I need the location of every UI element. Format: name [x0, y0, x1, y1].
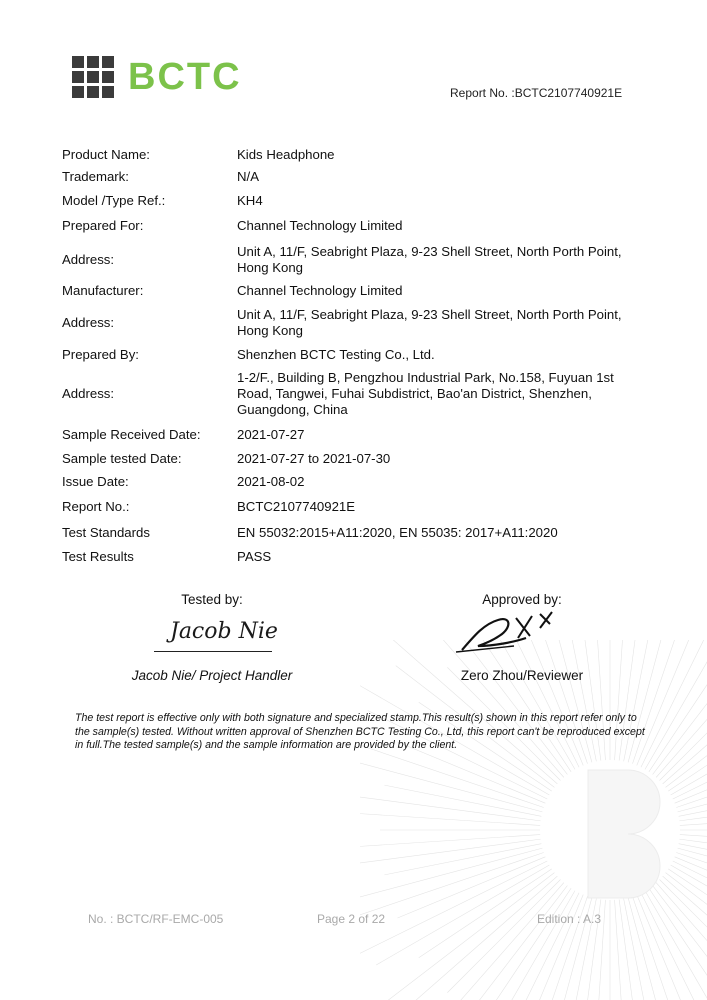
info-value: N/A [237, 169, 259, 184]
info-value: 1-2/F., Building B, Pengzhou Industrial Park, No.158, Fuyuan 1st Road, Tangwei, Fuhai Subdistrict, Bao'an District, Shenzhen, Guangdong, China [237, 370, 614, 417]
info-label: Test Standards [62, 524, 150, 540]
info-row [62, 470, 652, 493]
info-row [62, 493, 652, 520]
info-label: Manufacturer: [62, 283, 144, 298]
header-report-number: Report No. :BCTC2107740921E [450, 86, 623, 100]
info-label: Sample tested Date: [62, 450, 182, 466]
tester-signature-line [154, 651, 272, 652]
info-value: 2021-07-27 [237, 427, 305, 442]
info-label: Sample Received Date: [62, 427, 201, 442]
footer-page-number: Page 2 of 22 [317, 912, 386, 926]
footer-edition: Edition : A.3 [537, 912, 602, 926]
logo-text: BCTC [128, 56, 242, 98]
bctc-watermark [360, 640, 707, 1000]
info-row [62, 213, 652, 238]
info-label: Model /Type Ref.: [62, 193, 166, 208]
info-row [62, 144, 652, 165]
approved-by-label: Approved by: [482, 592, 562, 607]
info-value: Kids Headphone [237, 146, 335, 162]
info-value: 2021-07-27 to 2021-07-30 [237, 450, 391, 466]
info-label: Issue Date: [62, 473, 129, 489]
info-value: Channel Technology Limited [237, 217, 403, 233]
info-row [62, 238, 652, 281]
svg-text:Jacob Nie: Jacob Nie [170, 619, 278, 644]
report-info-table [62, 144, 652, 569]
info-row [62, 447, 652, 470]
reviewer-signature [454, 606, 564, 656]
info-label: Prepared For: [62, 217, 144, 233]
info-value: EN 55032:2015+A11:2020, EN 55035: 2017+A11:2020 [237, 524, 558, 540]
info-label: Product Name: [62, 146, 150, 162]
info-row [62, 344, 652, 365]
info-row [62, 165, 652, 189]
info-value: Unit A, 11/F, Seabright Plaza, 9-23 Shell Street, North Porth Point, Hong Kong [237, 243, 622, 275]
info-label: Trademark: [62, 169, 129, 184]
bctc-logo [72, 56, 242, 98]
info-row [62, 365, 652, 423]
info-label: Report No.: [62, 498, 130, 514]
info-row [62, 545, 652, 569]
info-value: Unit A, 11/F, Seabright Plaza, 9-23 Shell Street, North Porth Point, Hong Kong [237, 306, 622, 338]
info-row [62, 189, 652, 213]
info-value: PASS [237, 549, 272, 564]
tested-by-label: Tested by: [181, 592, 243, 607]
info-row [62, 301, 652, 344]
bctc-logo-icon [72, 56, 114, 98]
info-value: Shenzhen BCTC Testing Co., Ltd. [237, 346, 435, 362]
tester-signature [150, 612, 280, 652]
info-value: Channel Technology Limited [237, 283, 403, 298]
reviewer-name: Zero Zhou/Reviewer [460, 668, 584, 683]
info-row [62, 423, 652, 447]
info-row [62, 520, 652, 545]
info-label: Address: [62, 314, 115, 330]
info-value: 2021-08-02 [237, 473, 305, 489]
info-label: Test Results [62, 549, 134, 564]
signature-section [62, 590, 652, 690]
info-label: Address: [62, 386, 115, 401]
disclaimer-text: The test report is effective only with both signature and specialized stamp.This result(s) shown in this report refer only to the sample(s) tested. Without written approval of Shenzhen BCTC Testing Co., Ltd, this report can't be reproduced except in full.The tested sample(s) and the sample information are provided by the client. [75, 712, 645, 751]
info-value: BCTC2107740921E [237, 498, 356, 514]
info-label: Address: [62, 251, 115, 267]
info-value: KH4 [237, 193, 263, 208]
footer-doc-number: No. : BCTC/RF-EMC-005 [88, 912, 224, 926]
tester-name: Jacob Nie/ Project Handler [131, 668, 293, 683]
info-row [62, 281, 652, 301]
info-label: Prepared By: [62, 346, 139, 362]
